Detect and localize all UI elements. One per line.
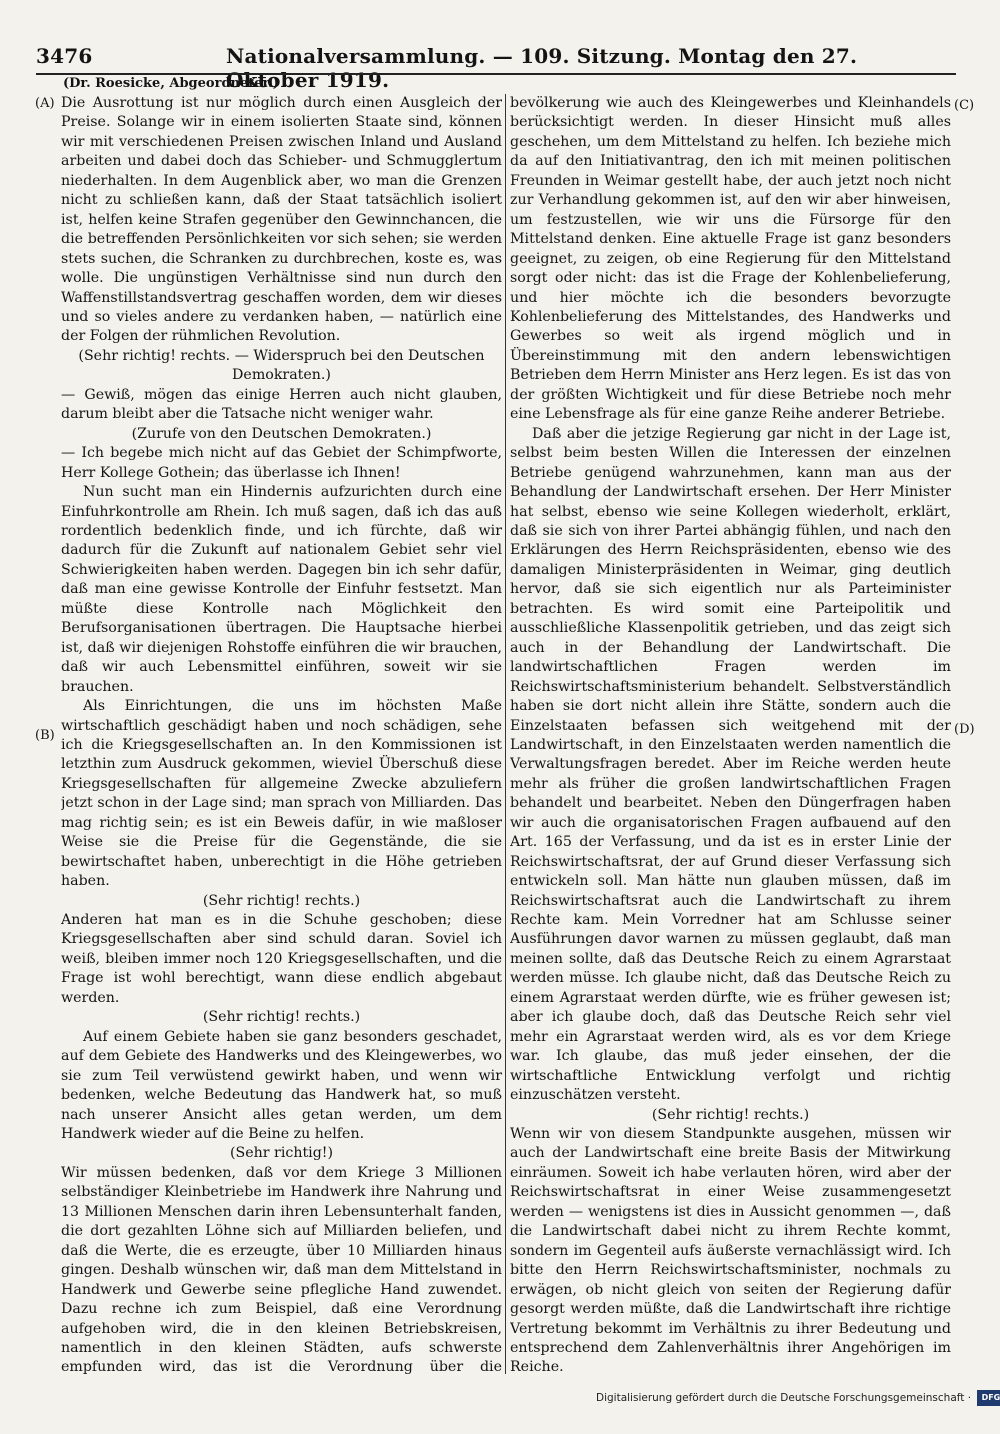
header-title: Nationalversammlung. — 109. Sitzung. Montag den 27. Oktober 1919. — [226, 44, 858, 92]
right-column — [510, 94, 951, 1376]
margin-marker-a: (A) — [35, 96, 55, 111]
page-number: 3476 — [36, 44, 93, 68]
left-column-paragraph: Nun sucht man ein Hindernis aufzurichten durch eine Einfuhrkontrolle am Rhein. Ich muß sagen, daß ich das auß rordentlich bedenklich finde, und ich fürchte, daß wir dadurch für die Zukunft auf nationalem Gebiet sehr viel Schwierigkeiten haben werden. Dagegen bin ich sehr dafür, daß man eine gewisse Kontrolle der Einfuhr festsetzt. Man müßte diese Kontrolle nach Möglichkeit den Berufsorganisationen übertragen. Die Hauptsache hierbei ist, daß wir diejenigen Rohstoffe einführen die wir brauchen, daß wir auch Lebensmittel einführen, soweit wir sie brauchen. — [61, 484, 502, 695]
speaker-label: (Dr. Roesicke, Abgeordneter.) — [63, 76, 279, 91]
left-column-paragraph: (Sehr richtig!) — [229, 1145, 334, 1162]
left-column-paragraph: — Gewiß, mögen das einige Herren auch nicht glauben, darum bleibt aber die Tatsache nicht weniger wahr. — [61, 386, 502, 423]
left-column-paragraph: Die Ausrottung ist nur möglich durch einen Ausgleich der Preise. Solange wir in einem isolierten Staate sind, können wir mit verschiedenen Preisen zwischen Inland und Ausland arbeiten und dabei doch das Schieber- und Schmugglertum niederhalten. In dem Augenblick aber, wo man die Grenzen nicht zu schließen kann, daß der Staat tatsächlich isoliert ist, helfen keine Strafen gegenüber den Gewinnchancen, die die betreffenden Persönlichkeiten vor sich sehen; sie werden stets suchen, die Schranken zu durchbrechen, koste es, was wolle. Die ungünstigen Verhältnisse sind nun durch den Waffenstillstandsvertrag geschaffen worden, dem wir dieses und so vieles andere zu verdanken haben, — natürlich eine der Folgen der rühmlichen Revolution. — [61, 95, 502, 345]
header-rule — [36, 73, 956, 75]
column-divider — [505, 94, 506, 1374]
left-column-paragraph: — Ich begebe mich nicht auf das Gebiet der Schimpfworte, Herr Kollege Gothein; das überlasse ich Ihnen! — [61, 445, 502, 481]
left-column-paragraph: Wir müssen bedenken, daß vor dem Kriege 3 Millionen selbständiger Kleinbetriebe im Handwerk ihre Nahrung und 13 Millionen Menschen darin ihren Lebensunterhalt fanden, die dort gezahlten Löhne sich auf Milliarden beliefen, und daß die Werte, die es erzeugte, über 10 Milliarden hinaus gingen. Deshalb wünschen wir, daß man dem Mittelstand in Handwerk und Gewerbe seine pflegliche Hand zuwendet. Dazu rechne ich zum Beispiel, daß eine Verordnung aufgehoben wird, die in den kleinen Betriebskreisen, namentlich in den kleinen Städten, aufs schwerste empfunden wird, das ist die Verordnung über die — [61, 1164, 502, 1376]
margin-marker-c: (C) — [954, 98, 975, 113]
left-column-paragraph: Auf einem Gebiete haben sie ganz besonders geschadet, auf dem Gebiete des Handwerks und des Kleingewerbes, wo sie zum Teil verwüstend gewirkt haben, und wenn wir bedenken, welche Bedeutung das Handwerk hat, so muß nach unserer Ansicht alles getan werden, um dem Handwerk wieder auf die Beine zu helfen. — [61, 1028, 502, 1143]
right-column-paragraph: (Sehr richtig! rechts.) — [651, 1106, 810, 1123]
left-column-paragraph: Als Einrichtungen, die uns im höchsten Maße wirtschaftlich geschädigt haben und noch schädigen, sehe ich die Kriegsgesellschaften an. In den Kommissionen ist letzthin zum Ausdruck gekommen, wieviel Überschuß diese Kriegsgesellschaften für allgemeine Zwecke abzuliefern jetzt schon in der Lage sind; man sprach von Milliarden. Das mag richtig sein; es ist ein Beweis dafür, in wie maßloser Weise sie die Preise für die Gegenstände, die sie bewirtschaftet haben, unberechtigt in die Höhe getrieben haben. — [61, 698, 502, 890]
left-column-paragraph: (Sehr richtig! rechts.) — [202, 892, 361, 909]
right-column-paragraph: Wenn wir von diesem Standpunkte ausgehen, müssen wir auch der Landwirtschaft eine breite Basis der Mitwirkung einräumen. Soweit ich habe verlauten hören, wird aber der Reichswirtschaftsrat in einer Weise zusammengesetzt werden — wenigstens ist dies in Aussicht genommen —, daß die Landwirtschaft dabei nicht zu ihrem Rechte kommt, sondern im Gegenteil aufs äußerste vernachlässigt wird. Ich bitte den Herrn Reichswirtschaftsminister, nochmals zu erwägen, ob nicht gleich von seiten der Regierung dafür gesorgt werden müßte, daß die Landwirtschaft ihre richtige Vertretung bekommt im Verhältnis zu ihrer Bedeutung und entsprechend dem Zahlenverhältnis ihrer Angehörigen im Reiche. — [510, 1126, 951, 1376]
dfg-logo-icon: DFG — [977, 1390, 1000, 1406]
left-column-paragraph: (Zurufe von den Deutschen Demokraten.) — [131, 425, 432, 442]
right-column-paragraph: Daß aber die jetzige Regierung gar nicht in der Lage ist, selbst beim besten Willen die Interessen der einzelnen Betriebe genügend wahrzunehmen, kann man aus der Behandlung der Landwirtschaft ersehen. Der Herr Minister hat selbst, ebenso wie seine Kollegen wiederholt, erklärt, daß sie sich von ihrer Partei abhängig fühlen, und nach den Erklärungen des Herrn Reichspräsidenten, ebenso wie des damaligen Ministerpräsidenten in Weimar, ging deutlich hervor, daß sie sich eigentlich nur als Parteiminister betrachten. Es wird somit eine Parteipolitik und ausschließliche Klassenpolitik getrieben, und das zeigt sich auch in der Behandlung der Landwirtschaft. Die landwirtschaftlichen Fragen werden im Reichswirtschaftsministerium behandelt. Selbstverständlich haben sie dort nicht allein ihre Stätte, sondern auch die Einzelstaaten befassen sich weitgehend mit der Landwirtschaft, in den Einzelstaaten werden namentlich die Verwaltungsfragen beredet. Aber im Reiche werden heute mehr als früher die großen landwirtschaftlichen Fragen behandelt und bearbeitet. Neben den Düngerfragen haben wir auch die organisatorischen Fragen aufbauend auf den Art. 165 der Verfassung, und da ist es in erster Linie der Reichswirtschaftsrat, der auf Grund dieser Verfassung sich entwickeln soll. Man hätte nun glauben müssen, daß im Reichswirtschaftsrat auch die Landwirtschaft zu ihrem Rechte kam. Mein Vorredner hat am Schlusse seiner Ausführungen davor warnen zu müssen geglaubt, daß man meinen sollte, daß das Deutsche Reich zu einem Agrarstaat werden müsse. Ich glaube nicht, daß das Deutsche Reich zu einem Agrarstaat werden dürfte, wie es früher gewesen ist; aber ich glaube doch, daß das Deutsche Reich sehr viel mehr ein Agrarstaat werden wird, als es vor dem Kriege war. Ich glaube, das muß jeder einsehen, der die wirtschaftliche Entwicklung verfolgt und richtig einzuschätzen versteht. — [510, 425, 951, 1104]
footer-text: Digitalisierung gefördert durch die Deutsche Forschungsgemeinschaft — [596, 1392, 965, 1404]
left-column-paragraph: Anderen hat man es in die Schuhe geschoben; diese Kriegsgesellschaften aber sind schuld daran. Soviel ich weiß, bleiben immer noch 120 Kriegsgesellschaften, und die Frage ist wohl berechtigt, wann diese endlich abgebaut werden. — [61, 912, 502, 1006]
footer-credit: Digitalisierung gefördert durch die Deutsche Forschungsgemeinschaft · DFG — [596, 1390, 996, 1406]
left-column-paragraph: (Sehr richtig! rechts.) — [202, 1009, 361, 1026]
left-column-paragraph: (Sehr richtig! rechts. — Widerspruch bei den Deutschen Demokraten.) — [78, 347, 485, 384]
left-column — [61, 94, 502, 1376]
right-column-paragraph: bevölkerung wie auch des Kleingewerbes und Kleinhandels berücksichtigt werden. In dieser Hinsicht muß alles geschehen, um dem Mittelstand zu helfen. Ich beziehe mich da auf den Initiativantrag, den ich mit meinen politischen Freunden in Weimar gestellt habe, der auch jetzt noch nicht zur Verhandlung gekommen ist, auf den wir aber hinweisen, um festzustellen, wie wir uns die Fürsorge für den Mittelstand denken. Eine aktuelle Frage ist ganz besonders geeignet, zu zeigen, ob eine Regierung für den Mittelstand sorgt oder nicht: das ist die Frage der Kohlenbelieferung, und hier möchte ich die besonders bevorzugte Kohlenbelieferung des Mittelstandes, des Handwerks und Gewerbes so weit als irgend möglich und in Übereinstimmung mit den andern lebenswichtigen Betrieben dem Herrn Minister ans Herz legen. Es ist das von der größten Wichtigkeit und für diese Betriebe noch mehr eine Lebensfrage als für eine ganze Reihe anderer Betriebe. — [510, 95, 951, 423]
margin-marker-d: (D) — [954, 722, 975, 737]
margin-marker-b: (B) — [35, 728, 55, 743]
